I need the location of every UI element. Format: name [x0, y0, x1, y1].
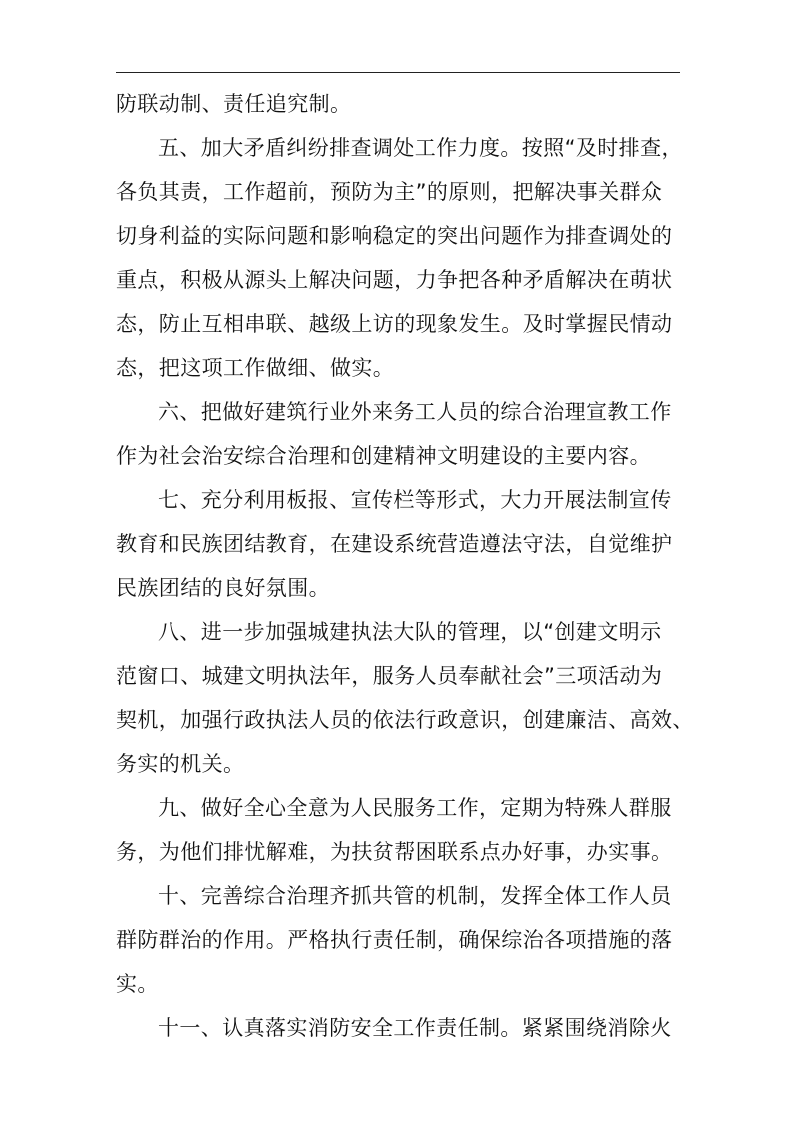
text-line: 务实的机关。	[116, 752, 245, 776]
text-line: 范窗口、城建文明执法年，服务人员奉献社会”三项活动为	[116, 664, 663, 688]
text-line: 态，把这项工作做细、做实。	[116, 356, 395, 380]
text-line: 作为社会治安综合治理和创建精神文明建设的主要内容。	[116, 444, 651, 468]
document-body	[116, 82, 694, 1050]
text-line: 十、完善综合治理齐抓共管的机制，发挥全体工作人员	[158, 884, 672, 908]
text-line: 防联动制、责任追究制。	[116, 92, 352, 116]
text-line: 民族团结的良好氛围。	[116, 576, 330, 600]
text-line: 教育和民族团结教育，在建设系统营造遵法守法，自觉维护	[116, 532, 673, 556]
text-line: 十一、认真落实消防安全工作责任制。紧紧围绕消除火	[158, 1016, 672, 1040]
text-line: 八、进一步加强城建执法大队的管理，以“创建文明示	[158, 620, 662, 644]
text-line: 切身利益的实际问题和影响稳定的突出问题作为排查调处的	[116, 224, 673, 248]
text-line: 契机，加强行政执法人员的依法行政意识，创建廉洁、高效、	[116, 708, 694, 732]
header-rule	[116, 72, 680, 73]
text-line: 实。	[116, 972, 159, 996]
text-line: 六、把做好建筑行业外来务工人员的综合治理宣教工作	[158, 400, 672, 424]
text-line: 九、做好全心全意为人民服务工作，定期为特殊人群服	[158, 796, 672, 820]
text-line: 五、加大矛盾纠纷排查调处工作力度。按照“及时排查，	[158, 136, 683, 160]
text-line: 态，防止互相串联、越级上访的现象发生。及时掌握民情动	[116, 312, 673, 336]
text-line: 务，为他们排忧解难，为扶贫帮困联系点办好事，办实事。	[116, 840, 673, 864]
text-line: 各负其责，工作超前，预防为主”的原则，把解决事关群众	[116, 180, 663, 204]
text-line: 群防群治的作用。严格执行责任制，确保综治各项措施的落	[116, 928, 673, 952]
text-line: 七、充分利用板报、宣传栏等形式，大力开展法制宣传	[158, 488, 672, 512]
text-line: 重点，积极从源头上解决问题，力争把各种矛盾解决在萌状	[116, 268, 673, 292]
